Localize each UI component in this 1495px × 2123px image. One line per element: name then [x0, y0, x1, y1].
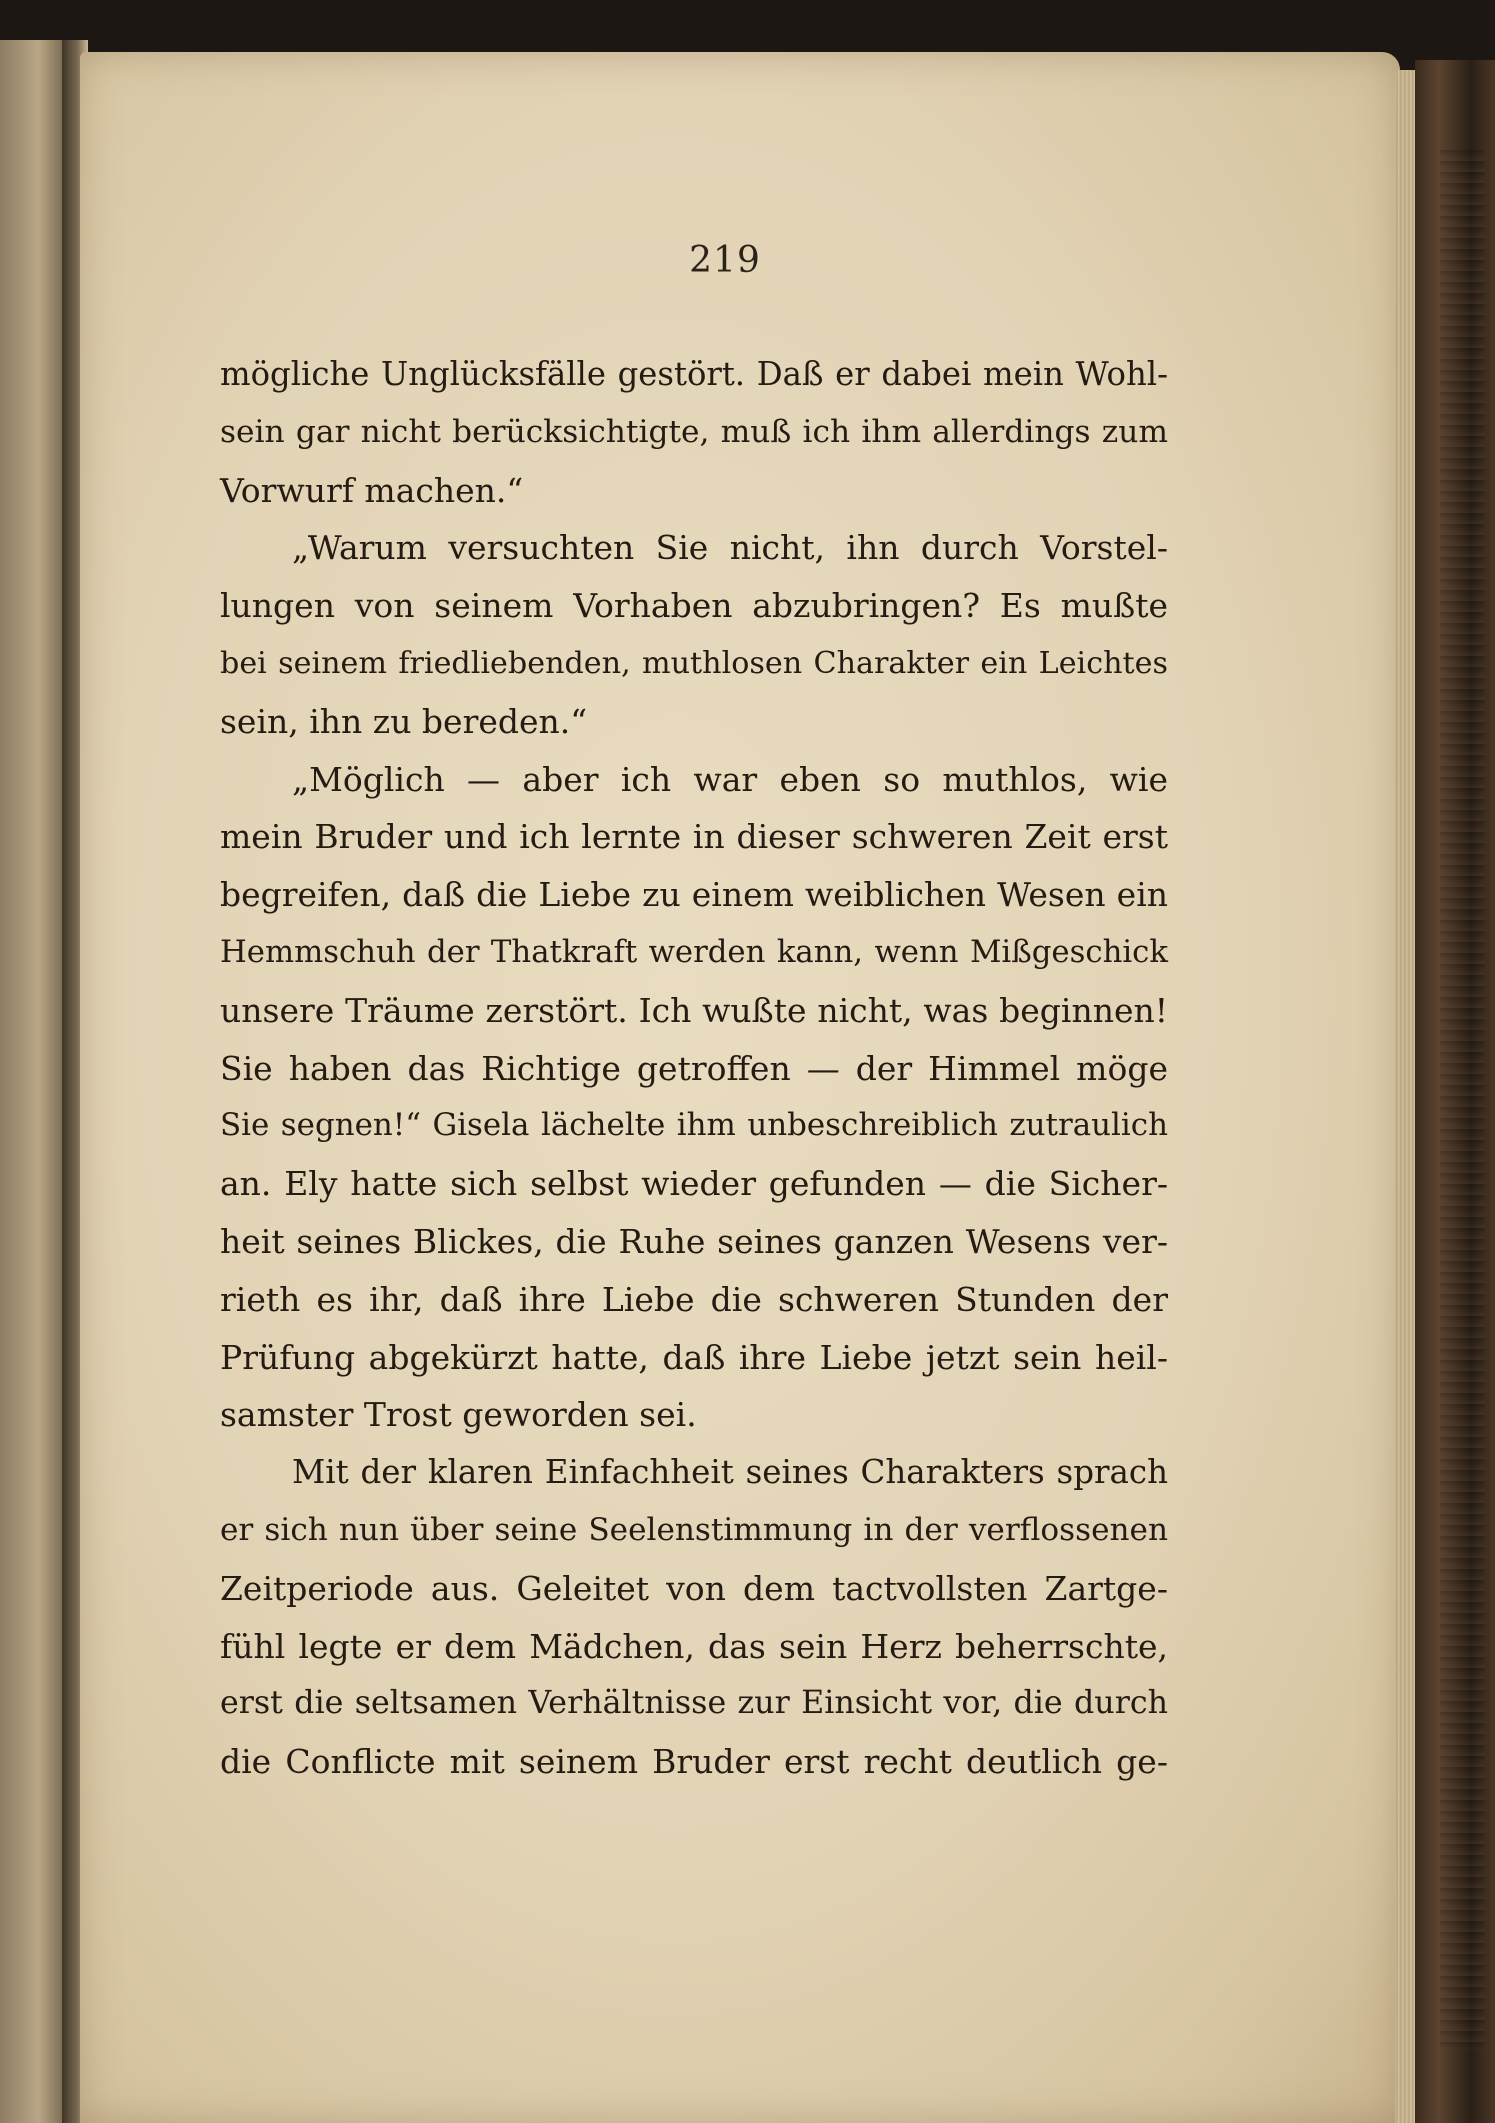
text-line: Prüfung abgekürzt hatte, daß ihre Liebe jetzt sein heil- — [220, 1337, 1168, 1377]
text-line: Hemmschuh der Thatkraft werden kann, wenn Mißgeschick — [220, 933, 1168, 970]
paragraph-1 — [220, 346, 1168, 519]
text-line: Zeitperiode aus. Geleitet von dem tactvollsten Zartge- — [220, 1568, 1168, 1608]
text-line: samster Trost geworden sei. — [220, 1395, 697, 1435]
text-line: heit seines Blickes, die Ruhe seines ganzen Wesens ver- — [220, 1221, 1168, 1261]
text-line: Sie segnen!“ Gisela lächelte ihm unbeschreiblich zutraulich — [220, 1107, 1168, 1144]
text-line: lungen von seinem Vorhaben abzubringen? Es mußte — [220, 586, 1168, 626]
page-number: 219 — [689, 240, 761, 281]
text-line: an. Ely hatte sich selbst wieder gefunden — die Sicher- — [220, 1164, 1168, 1204]
text-line: er sich nun über seine Seelenstimmung in der verflossenen — [220, 1511, 1168, 1548]
text-line: unsere Träume zerstört. Ich wußte nicht, was beginnen! — [220, 990, 1168, 1030]
text-line: sein gar nicht berücksichtigte, muß ich ihm allerdings zum — [220, 413, 1168, 450]
binding-texture — [1440, 150, 1485, 2050]
paragraph-3 — [220, 751, 1168, 1445]
text-line: „Warum versuchten Sie nicht, ihn durch Vorstel- — [292, 528, 1168, 568]
text-line: sein, ihn zu bereden.“ — [220, 701, 588, 741]
text-line: die Conflicte mit seinem Bruder erst recht deutlich ge- — [220, 1742, 1168, 1782]
text-line: fühl legte er dem Mädchen, das sein Herz beherrschte, — [220, 1626, 1168, 1666]
text-line: Mit der klaren Einfachheit seines Charakters sprach — [292, 1453, 1168, 1492]
body-text — [220, 346, 1168, 1791]
paragraph-4 — [220, 1444, 1168, 1791]
text-line: Sie haben das Richtige getroffen — der Himmel möge — [220, 1048, 1168, 1088]
page-block-edge — [1395, 70, 1415, 2123]
text-line: mein Bruder und ich lernte in dieser schweren Zeit erst — [220, 817, 1168, 857]
text-line: Vorwurf machen.“ — [220, 470, 524, 510]
text-line: bei seinem friedliebenden, muthlosen Charakter ein Leichtes — [220, 645, 1168, 681]
text-line: mögliche Unglücksfälle gestört. Daß er dabei mein Wohl- — [220, 355, 1168, 393]
text-line: begreifen, daß die Liebe zu einem weiblichen Wesen ein — [220, 875, 1168, 915]
text-line: „Möglich — aber ich war eben so muthlos, wie — [292, 759, 1168, 799]
paragraph-2 — [220, 519, 1168, 750]
previous-page-edge — [0, 40, 70, 2123]
text-line: rieth es ihr, daß ihre Liebe die schweren Stunden der — [220, 1279, 1168, 1319]
text-line: erst die seltsamen Verhältnisse zur Einsicht vor, die durch — [220, 1685, 1168, 1722]
